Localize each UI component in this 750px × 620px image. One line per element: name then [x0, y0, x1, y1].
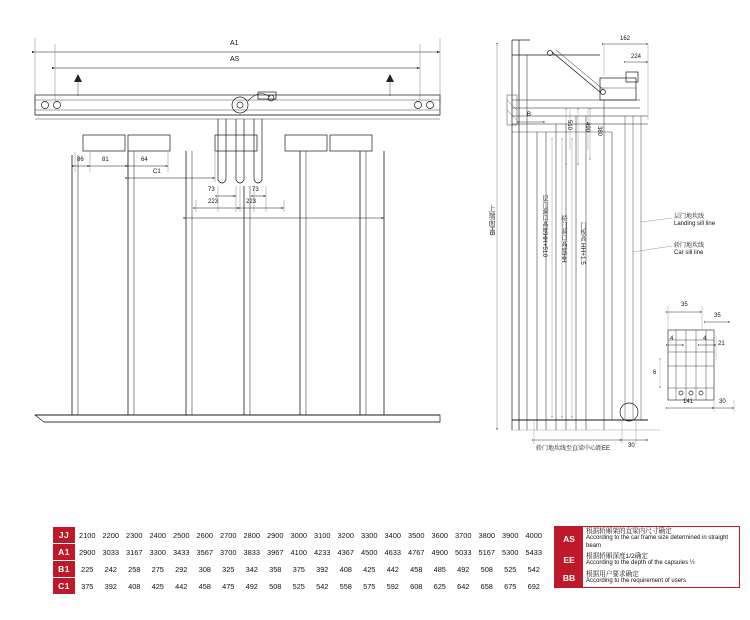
table-cell: 692: [522, 578, 546, 595]
table-cell: 442: [170, 578, 194, 595]
table-cell: 658: [475, 578, 499, 595]
detail-dim-35-right-label: 35: [714, 313, 721, 319]
landing-sill-en-label: Landing sill line: [674, 221, 716, 227]
table-cell: 542: [522, 561, 546, 578]
table-cell: 3000: [287, 527, 311, 544]
table-cell: 3200: [334, 527, 358, 544]
table-cell: 358: [264, 561, 288, 578]
table-row: [53, 561, 546, 578]
table-row-header: A1: [53, 544, 76, 561]
table-cell: 675: [499, 578, 523, 595]
dim-224-label: 224: [631, 54, 642, 60]
table-cell: 475: [217, 578, 241, 595]
table-row: [53, 578, 546, 595]
dim-81-label: 81: [102, 157, 109, 163]
table-cell: 2200: [99, 527, 123, 544]
note-code: AS: [555, 527, 584, 552]
spec-tables: [52, 526, 740, 595]
note-code: EE: [555, 551, 584, 569]
dim-223-right-label: 223: [246, 199, 257, 205]
dimension-table: [52, 526, 546, 595]
table-cell: 608: [405, 578, 429, 595]
dim-73-right-label: 73: [252, 187, 259, 193]
table-cell: 458: [193, 578, 217, 595]
table-cell: 308: [193, 561, 217, 578]
bottom-note-label: 轿门地坎线至直梁中心距EE: [536, 446, 611, 452]
label-car-door-height: 轿门洞口高度HH: [560, 215, 567, 263]
note-row: [555, 551, 740, 569]
table-cell: 408: [334, 561, 358, 578]
table-row: [53, 544, 546, 561]
table-cell: 2900: [76, 544, 100, 561]
table-cell: 525: [499, 561, 523, 578]
table-cell: 408: [123, 578, 147, 595]
dim-as-label: AS: [230, 56, 240, 63]
table-cell: 2500: [170, 527, 194, 544]
table-cell: 342: [240, 561, 264, 578]
table-cell: 458: [405, 561, 429, 578]
table-cell: 5033: [452, 544, 476, 561]
table-cell: 3400: [381, 527, 405, 544]
table-cell: 3433: [170, 544, 194, 561]
table-cell: 2600: [193, 527, 217, 544]
table-cell: 575: [358, 578, 382, 595]
table-cell: 292: [170, 561, 194, 578]
table-cell: 3833: [240, 544, 264, 561]
table-cell: 375: [287, 561, 311, 578]
table-cell: 558: [334, 578, 358, 595]
table-cell: 542: [311, 578, 335, 595]
table-cell: 3900: [499, 527, 523, 544]
table-cell: 492: [452, 561, 476, 578]
dim-a1-label: A1: [230, 40, 239, 47]
detail-dim-6-label: 6: [653, 370, 657, 376]
table-cell: 4233: [311, 544, 335, 561]
label-door-panel-height: 门板高 HH+1.5: [579, 222, 586, 265]
table-cell: 3600: [428, 527, 452, 544]
detail-dim-21-label: 21: [718, 341, 725, 347]
dim-64-label: 64: [141, 157, 148, 163]
note-row: [555, 527, 740, 552]
table-cell: 5433: [522, 544, 546, 561]
table-cell: 3500: [405, 527, 429, 544]
table-row-header: JJ: [53, 527, 76, 544]
detail-dim-141-label: 141: [683, 399, 694, 405]
dim-380-label: 380: [596, 126, 602, 137]
table-cell: 325: [217, 561, 241, 578]
table-cell: 425: [146, 578, 170, 595]
detail-dim-35-top-label: 35: [681, 302, 688, 308]
dim-73-left-label: 73: [208, 187, 215, 193]
table-cell: 2800: [240, 527, 264, 544]
dim-223-left-label: 223: [208, 199, 219, 205]
table-cell: 485: [428, 561, 452, 578]
table-cell: 4767: [405, 544, 429, 561]
detail-dim-4-right-label: 4: [703, 336, 707, 342]
table-cell: 4100: [287, 544, 311, 561]
table-cell: 2700: [217, 527, 241, 544]
table-cell: 3033: [99, 544, 123, 561]
note-row: [555, 569, 740, 588]
table-cell: 275: [146, 561, 170, 578]
table-cell: 375: [76, 578, 100, 595]
table-cell: 5167: [475, 544, 499, 561]
table-cell: 3967: [264, 544, 288, 561]
table-cell: 3167: [123, 544, 147, 561]
table-cell: 642: [452, 578, 476, 595]
table-cell: 2300: [123, 527, 147, 544]
detail-dim-4-left-label: 4: [670, 336, 674, 342]
dim-510-label: 510: [566, 120, 572, 131]
car-sill-en-label: Car sill line: [674, 250, 704, 256]
table-cell: 392: [311, 561, 335, 578]
table-cell: 2400: [146, 527, 170, 544]
table-row-header: B1: [53, 561, 76, 578]
table-cell: 2100: [76, 527, 100, 544]
table-cell: 425: [358, 561, 382, 578]
notes-table: [554, 526, 740, 588]
table-cell: 5300: [499, 544, 523, 561]
bottom-dim-30-label: 30: [628, 443, 635, 449]
table-cell: 242: [99, 561, 123, 578]
label-landing-door-height: 层门洞口高度HH+510: [541, 195, 548, 258]
note-text: 根据轿厢深度1/2确定 According to the depth of the capsules ½: [583, 551, 740, 569]
car-sill-cn-label: 轿门地坎线: [674, 243, 705, 249]
table-cell: 4367: [334, 544, 358, 561]
table-cell: 508: [264, 578, 288, 595]
table-cell: 4900: [428, 544, 452, 561]
table-row: [53, 527, 546, 544]
table-cell: 3300: [358, 527, 382, 544]
table-cell: 3300: [146, 544, 170, 561]
table-cell: 3100: [311, 527, 335, 544]
table-cell: 492: [240, 578, 264, 595]
table-cell: 2900: [264, 527, 288, 544]
label-hb: 上端面HB: [488, 205, 495, 236]
table-cell: 3700: [217, 544, 241, 561]
dim-b-label: B: [527, 112, 532, 118]
dim-490-label: 490: [584, 122, 590, 133]
table-cell: 258: [123, 561, 147, 578]
dim-162-label: 162: [620, 36, 631, 42]
table-cell: 508: [475, 561, 499, 578]
table-cell: 525: [287, 578, 311, 595]
table-cell: 3567: [193, 544, 217, 561]
note-text: 根据轿厢架的直梁内尺寸确定 According to the car frame size determined in straight beam: [583, 527, 740, 552]
table-row-header: C1: [53, 578, 76, 595]
dim-c1-label: C1: [153, 169, 161, 175]
dim-86-label: 86: [77, 157, 84, 163]
detail-dim-30-label: 30: [719, 399, 726, 405]
note-text: 根据用户要求确定 According to the requirement of users: [583, 569, 740, 588]
table-cell: 592: [381, 578, 405, 595]
table-cell: 3700: [452, 527, 476, 544]
table-cell: 4000: [522, 527, 546, 544]
table-cell: 392: [99, 578, 123, 595]
landing-sill-cn-label: 层门地坎线: [674, 214, 705, 220]
table-cell: 4500: [358, 544, 382, 561]
table-cell: 442: [381, 561, 405, 578]
table-cell: 625: [428, 578, 452, 595]
table-cell: 4633: [381, 544, 405, 561]
table-cell: 225: [76, 561, 100, 578]
note-code: BB: [555, 569, 584, 588]
table-cell: 3800: [475, 527, 499, 544]
